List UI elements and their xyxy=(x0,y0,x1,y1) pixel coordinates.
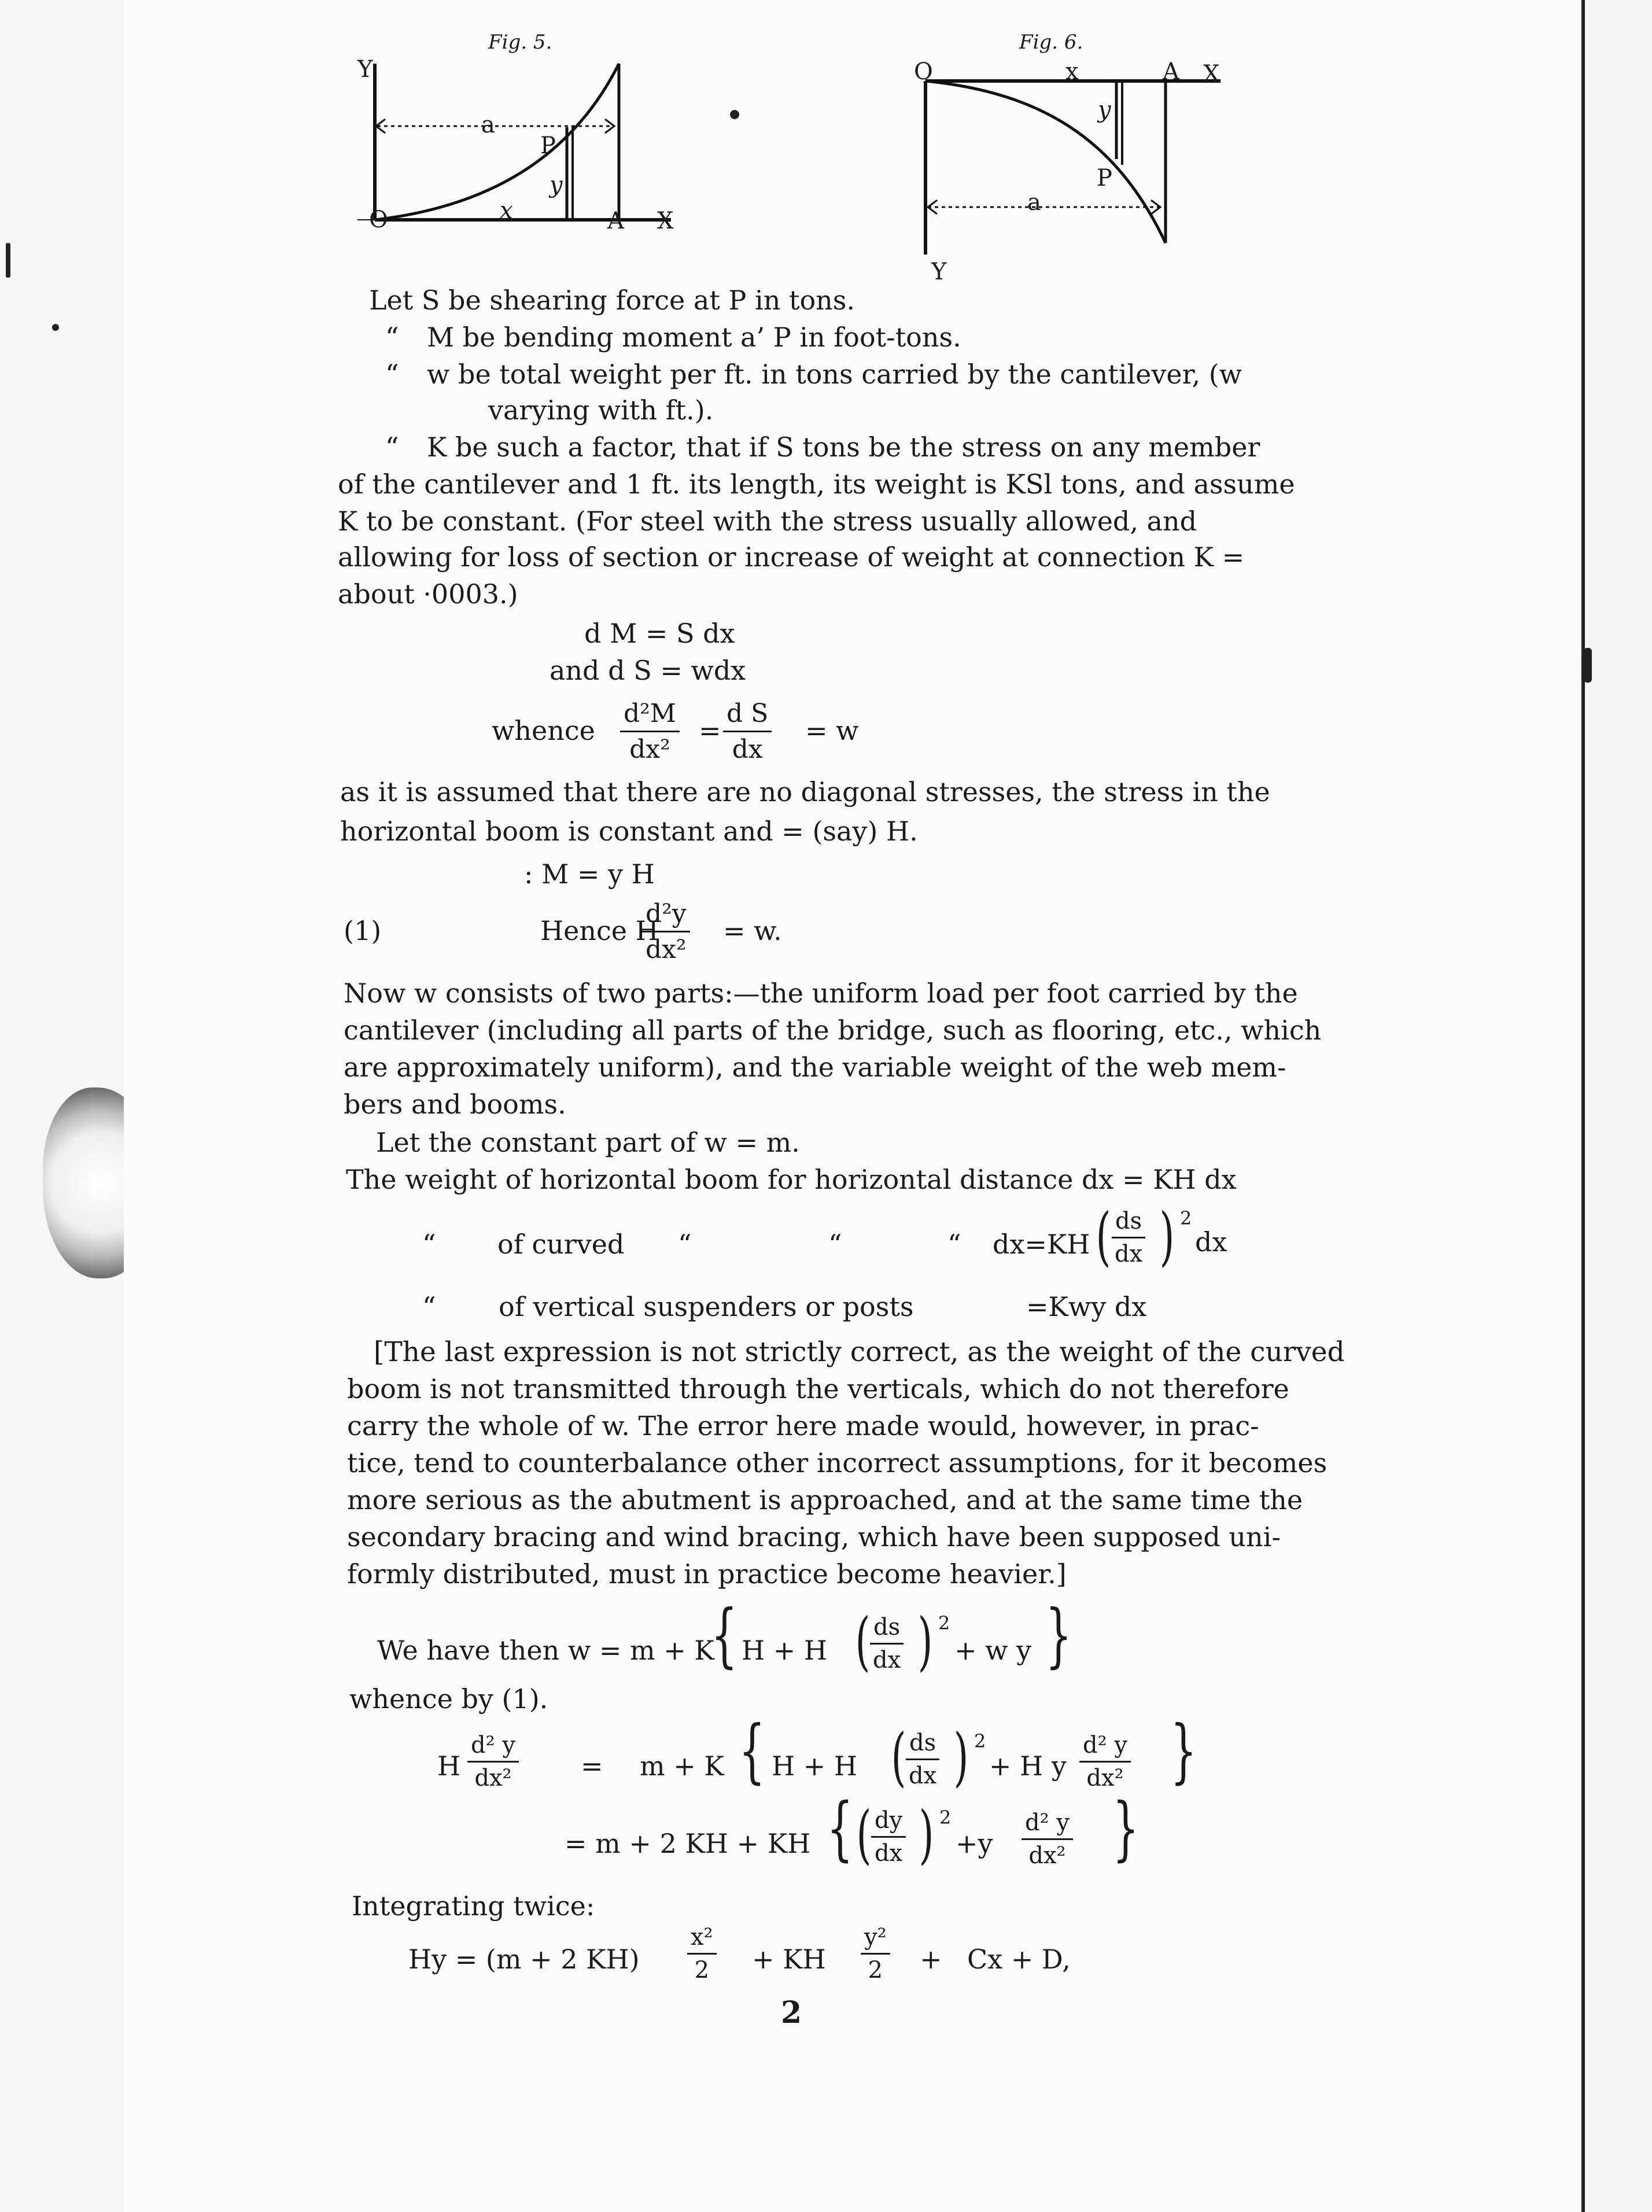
numerator: x² xyxy=(687,1924,717,1955)
superscript: 2 xyxy=(974,1730,986,1752)
fraction-ds-dx xyxy=(1112,1208,1145,1267)
fraction-d2y-dx2 xyxy=(1022,1809,1073,1869)
denominator: dx² xyxy=(1086,1765,1124,1791)
def-factor-k: K be such a factor, that if S tons be the stress on any member xyxy=(427,432,1260,463)
equals-sign: = xyxy=(581,1750,603,1782)
paren-close: ) xyxy=(1159,1199,1175,1273)
equation-lhs: H xyxy=(437,1750,461,1782)
equation-part: H + H xyxy=(772,1750,858,1782)
numerator: d² y xyxy=(1079,1732,1131,1763)
numerator: dy xyxy=(871,1807,906,1838)
body-line: bers and booms. xyxy=(344,1089,566,1120)
brace-open: { xyxy=(827,1789,854,1869)
fig6-span-label: a xyxy=(1027,189,1041,216)
equation-dM: d M = S dx xyxy=(584,618,735,649)
equation-part: H + H xyxy=(742,1635,828,1666)
body-line: [The last expression is not strictly correct, as the weight of the curved xyxy=(374,1336,1345,1368)
superscript: 2 xyxy=(1180,1207,1192,1229)
body-line: K to be constant. (For steel with the stress usually allowed, and xyxy=(338,506,1197,537)
superscript: 2 xyxy=(939,1807,952,1828)
whence-label: whence xyxy=(492,715,595,746)
ditto-mark: “ xyxy=(422,1291,436,1322)
row-curved-label: of curved xyxy=(497,1229,625,1260)
fraction-d2y-dx2 xyxy=(467,1732,519,1791)
equation-part: Hy = (m + 2 KH) xyxy=(408,1944,640,1975)
equation-part: +y xyxy=(956,1828,993,1859)
body-line: more serious as the abutment is approached, and at the same time the xyxy=(347,1484,1303,1516)
whence-by-1: whence by (1). xyxy=(349,1683,548,1715)
fig6-origin-label: O xyxy=(914,58,933,85)
hence-label: Hence H xyxy=(540,915,659,946)
denominator: dx xyxy=(872,1647,901,1673)
fraction-dS-dx xyxy=(723,699,772,764)
numerator: d² y xyxy=(467,1732,519,1763)
denominator: dx xyxy=(1114,1241,1143,1267)
numerator: d² y xyxy=(1022,1809,1073,1840)
fig6-point-label: P xyxy=(1097,165,1112,191)
row-vertical-expr: =Kwy dx xyxy=(1026,1291,1147,1322)
equation-part: + w y xyxy=(954,1635,1032,1666)
scan-speck xyxy=(52,324,59,331)
def-weight-cont: varying with ft.). xyxy=(488,395,714,426)
ditto-mark: “ xyxy=(947,1229,961,1260)
brace-close: } xyxy=(1170,1711,1197,1791)
equation-tail: = w. xyxy=(723,915,782,946)
def-bending-moment: M be bending moment a’ P in foot-tons. xyxy=(427,322,961,353)
row-curved-tail: dx xyxy=(1195,1226,1227,1258)
row-curved-expr: dx=KH xyxy=(993,1229,1090,1260)
numerator: d²M xyxy=(620,699,680,732)
numerator: d S xyxy=(723,699,772,732)
body-line: The weight of horizontal boom for horizontal distance dx = KH dx xyxy=(346,1164,1237,1195)
denominator: 2 xyxy=(694,1957,710,1984)
fig6-end-label: A xyxy=(1163,58,1179,85)
fraction-d2y-dx2 xyxy=(642,899,690,964)
denominator: 2 xyxy=(868,1957,883,1984)
denominator: dx² xyxy=(474,1765,512,1791)
denominator: dx xyxy=(875,1840,903,1867)
equation-part: m + K xyxy=(640,1750,724,1782)
body-line: boom is not transmitted through the verticals, which do not therefore xyxy=(347,1373,1289,1404)
page-number: 2 xyxy=(781,1995,802,2030)
fig6-x-label: x xyxy=(1065,58,1079,85)
equation-tail: = w xyxy=(805,715,859,746)
numerator: d²y xyxy=(642,899,690,932)
denominator: dx xyxy=(908,1763,937,1789)
equation-w-expansion: We have then w = m + K xyxy=(377,1635,714,1666)
denominator: dx² xyxy=(646,935,687,964)
denominator: dx xyxy=(732,735,763,764)
fig6-y-label: y xyxy=(1098,97,1111,123)
numerator: ds xyxy=(1112,1208,1145,1238)
fig5-diagram xyxy=(347,52,683,243)
fraction-ds-dx xyxy=(870,1614,904,1673)
fig6-y-axis-label: Y xyxy=(931,259,947,285)
book-gutter xyxy=(1581,0,1652,2212)
fig5-x-axis-label: X xyxy=(657,208,674,234)
fig5-span-label: a xyxy=(481,112,495,138)
fraction-ds-dx xyxy=(906,1730,939,1789)
paren-open: ( xyxy=(856,1797,872,1871)
equation-part: + xyxy=(920,1944,942,1975)
paren-open: ( xyxy=(855,1604,871,1678)
equation-part: + H y xyxy=(989,1750,1067,1782)
body-line: are approximately uniform), and the variable weight of the web mem- xyxy=(344,1052,1286,1083)
body-line: secondary bracing and wind bracing, which have been supposed uni- xyxy=(347,1521,1281,1553)
fraction-x2-2 xyxy=(687,1924,717,1984)
fraction-d2M-dx2 xyxy=(620,699,680,764)
ditto-mark: “ xyxy=(385,359,399,390)
ditto-mark: “ xyxy=(385,322,399,353)
fig5-end-label: A xyxy=(607,208,624,234)
ditto-mark: “ xyxy=(828,1229,842,1260)
brace-open: { xyxy=(711,1595,738,1676)
equation-part: = m + 2 KH + KH xyxy=(565,1828,811,1859)
fraction-d2y-dx2 xyxy=(1079,1732,1131,1791)
def-shearing-force: Let S be shearing force at P in tons. xyxy=(369,285,855,316)
fraction-y2-2 xyxy=(861,1924,890,1984)
brace-close: } xyxy=(1112,1789,1140,1869)
body-line: allowing for loss of section or increase of weight at connection K = xyxy=(338,541,1245,573)
fig5-y-axis-label: Y xyxy=(357,56,373,83)
fig6-diagram xyxy=(902,58,1226,278)
brace-close: } xyxy=(1045,1595,1072,1676)
fig5-caption: Fig. 5. xyxy=(488,31,552,54)
paren-open: ( xyxy=(891,1720,906,1794)
equation-part: + KH xyxy=(752,1944,826,1975)
fig6-caption: Fig. 6. xyxy=(1019,31,1083,54)
fig5-point-label: P xyxy=(540,132,556,159)
superscript: 2 xyxy=(938,1612,950,1634)
brace-open: { xyxy=(739,1711,766,1791)
paren-close: ) xyxy=(917,1604,933,1678)
denominator: dx² xyxy=(629,735,670,764)
paren-close: ) xyxy=(953,1720,969,1794)
body-line: formly distributed, must in practice become heavier.] xyxy=(347,1558,1067,1590)
scan-speck xyxy=(1584,648,1592,683)
denominator: dx² xyxy=(1028,1842,1066,1869)
fraction-dy-dx xyxy=(871,1807,906,1867)
scan-speck xyxy=(6,243,10,278)
equals-sign: = xyxy=(699,715,721,746)
body-line: about ·0003.) xyxy=(338,578,518,610)
equation-part: Cx + D, xyxy=(967,1944,1071,1975)
body-line: of the cantilever and 1 ft. its length, its weight is KSl tons, and assume xyxy=(338,469,1295,500)
equation-M-yH: : M = y H xyxy=(524,858,655,890)
def-weight: w be total weight per ft. in tons carried by the cantilever, (w xyxy=(427,359,1242,390)
paren-close: ) xyxy=(919,1797,934,1871)
body-line: cantilever (including all parts of the bridge, such as flooring, etc., which xyxy=(344,1015,1322,1046)
ditto-mark: “ xyxy=(385,432,399,463)
integrating-twice-label: Integrating twice: xyxy=(352,1890,595,1922)
body-line: horizontal boom is constant and = (say) H. xyxy=(340,816,918,847)
equation-number: (1) xyxy=(344,915,382,946)
body-line: Let the constant part of w = m. xyxy=(376,1127,800,1158)
ditto-mark: “ xyxy=(678,1229,692,1260)
fig6-x-axis-label: X xyxy=(1203,61,1220,87)
equation-dS: and d S = wdx xyxy=(550,655,746,686)
numerator: ds xyxy=(870,1614,904,1645)
scan-speck xyxy=(730,110,739,119)
numerator: y² xyxy=(861,1924,890,1955)
row-vertical-label: of vertical suspenders or posts xyxy=(499,1291,914,1322)
ditto-mark: “ xyxy=(422,1229,436,1260)
body-line: carry the whole of w. The error here made would, however, in prac- xyxy=(347,1410,1259,1442)
paren-open: ( xyxy=(1096,1199,1111,1273)
body-line: Now w consists of two parts:—the uniform load per foot carried by the xyxy=(344,978,1298,1009)
fig5-x-label: x xyxy=(500,197,513,224)
body-line: tice, tend to counterbalance other incorrect assumptions, for it becomes xyxy=(347,1447,1328,1479)
fig5-y-label: y xyxy=(550,172,563,198)
body-line: as it is assumed that there are no diagonal stresses, the stress in the xyxy=(340,776,1270,808)
fig5-origin-label: O xyxy=(369,207,388,233)
numerator: ds xyxy=(906,1730,939,1760)
